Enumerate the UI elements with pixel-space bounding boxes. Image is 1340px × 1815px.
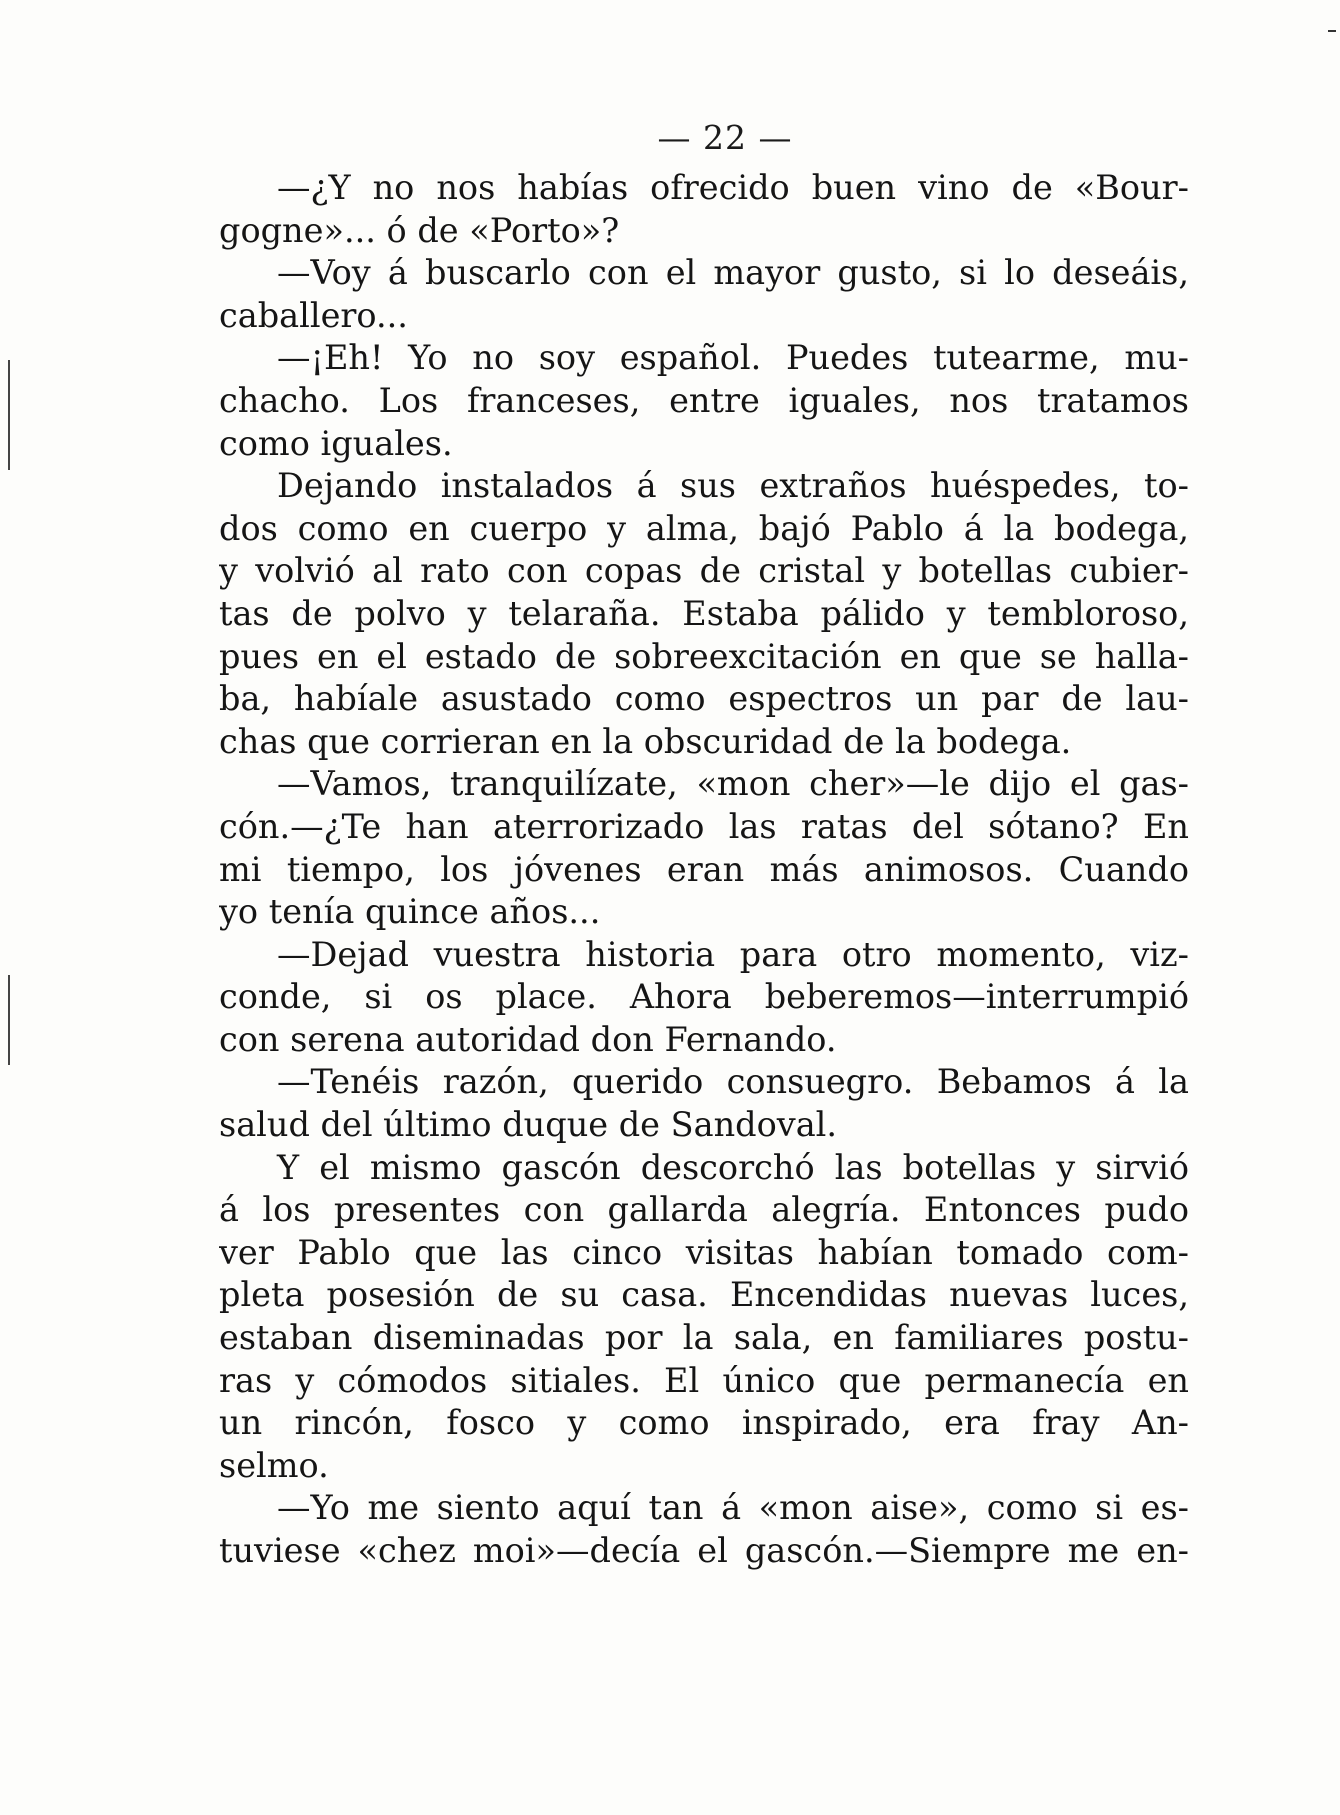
text-line: gogne»... ó de «Porto»? xyxy=(219,210,620,250)
text-line: —Vamos, tranquilízate, «mon cher»—le dijo el gas- xyxy=(277,764,1189,804)
text-line: chacho. Los franceses, entre iguales, nos tratamos xyxy=(219,380,1189,420)
text-line: un rincón, fosco y como inspirado, era fray An- xyxy=(219,1403,1189,1443)
text-line: con serena autoridad don Fernando. xyxy=(219,1019,837,1059)
text-line: pleta posesión de su casa. Encendidas nuevas luces, xyxy=(219,1275,1189,1315)
text-line: caballero... xyxy=(219,295,408,335)
text-line: —Voy á buscarlo con el mayor gusto, si lo deseáis, xyxy=(277,253,1189,293)
text-line: salud del último duque de Sandoval. xyxy=(219,1105,838,1145)
text-line: estaban diseminadas por la sala, en familiares postu- xyxy=(219,1318,1189,1358)
text-line: Dejando instalados á sus extraños huéspedes, to- xyxy=(277,466,1189,506)
text-line: Y el mismo gascón descorchó las botellas y sirvió xyxy=(277,1147,1189,1187)
text-line: —Tenéis razón, querido consuegro. Bebamos á la xyxy=(277,1062,1189,1102)
text-line: cón.—¿Te han aterrorizado las ratas del sótano? En xyxy=(219,806,1189,846)
text-line: mi tiempo, los jóvenes eran más animosos. Cuando xyxy=(219,849,1189,889)
text-line: —Dejad vuestra historia para otro momento, viz- xyxy=(277,934,1189,974)
text-line: conde, si os place. Ahora beberemos—interrumpió xyxy=(219,977,1189,1017)
text-line: —¡Eh! Yo no soy español. Puedes tutearme, mu- xyxy=(277,338,1189,378)
text-line: —¿Y no nos habías ofrecido buen vino de «Bour- xyxy=(277,168,1189,207)
text-line: ras y cómodos sitiales. El único que permanecía en xyxy=(219,1360,1189,1400)
text-line: tas de polvo y telaraña. Estaba pálido y tembloroso, xyxy=(219,593,1189,633)
text-line: —Yo me siento aquí tan á «mon aise», como si es- xyxy=(277,1488,1189,1528)
text-line: chas que corrieran en la obscuridad de la bodega. xyxy=(219,721,1072,761)
text-line: ba, habíale asustado como espectros un par de lau- xyxy=(219,679,1189,719)
corner-scan-mark xyxy=(1328,30,1336,32)
page-number: — 22 — xyxy=(657,118,793,157)
text-line: yo tenía quince años... xyxy=(219,892,601,932)
text-line: ver Pablo que las cinco visitas habían tomado com- xyxy=(219,1232,1189,1272)
text-line: tuviese «chez moi»—decía el gascón.—Siempre me en- xyxy=(219,1531,1189,1570)
margin-scan-mark xyxy=(8,975,10,1065)
text-line: pues en el estado de sobreexcitación en que se halla- xyxy=(219,636,1189,676)
text-line: como iguales. xyxy=(219,423,453,463)
text-line: dos como en cuerpo y alma, bajó Pablo á la bodega, xyxy=(219,508,1189,548)
text-line: selmo. xyxy=(219,1445,329,1485)
margin-scan-mark xyxy=(8,360,10,470)
body-text xyxy=(219,167,1189,1573)
text-line: y volvió al rato con copas de cristal y botellas cubier- xyxy=(219,551,1189,591)
text-line: á los presentes con gallarda alegría. Entonces pudo xyxy=(219,1190,1189,1230)
